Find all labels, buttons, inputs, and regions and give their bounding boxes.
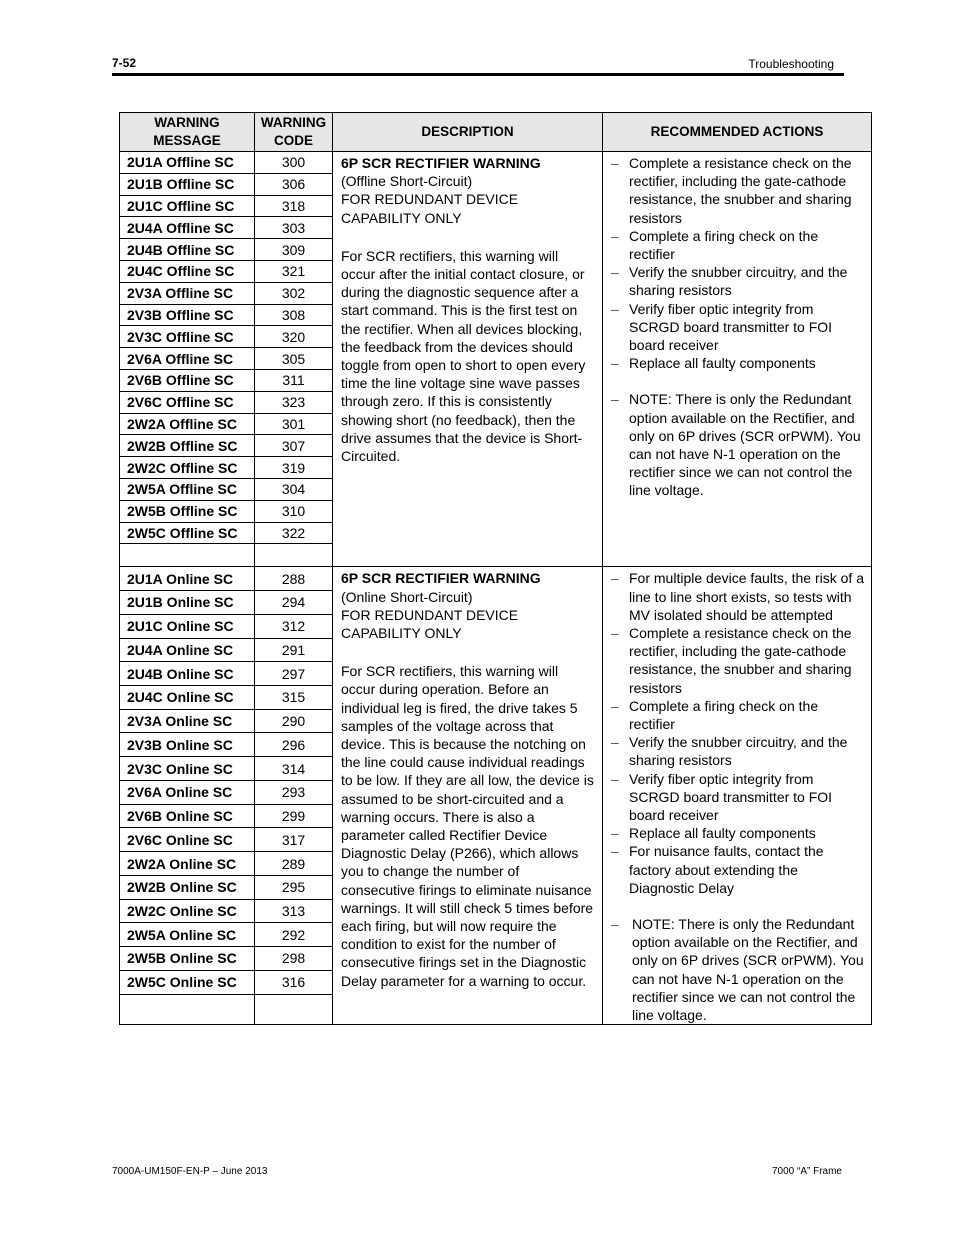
action-item <box>609 569 867 624</box>
warning-code-cell: 305 <box>255 348 333 370</box>
action-item <box>609 624 867 697</box>
recommended-actions-cell <box>603 567 872 1025</box>
warning-code-cell: 294 <box>255 591 333 615</box>
recommended-actions-cell <box>603 152 872 567</box>
description-cell <box>333 152 603 567</box>
warning-message-cell: 2W5C Offline SC <box>120 522 255 544</box>
warning-message-cell: 2V6B Offline SC <box>120 369 255 391</box>
dash-bullet-icon: – <box>611 770 619 787</box>
warning-code-cell: 317 <box>255 828 333 852</box>
action-text: Complete a resistance check on the rectifier, including the gate-cathode resistance, the snubber and sharing resistors <box>629 624 852 696</box>
warning-message-cell: 2W2A Online SC <box>120 852 255 876</box>
action-text: Verify fiber optic integrity from SCRGD board transmitter to FOI board receiver <box>629 770 833 823</box>
page-number: 7-52 <box>112 56 137 70</box>
warning-message-cell: 2U4B Online SC <box>120 662 255 686</box>
action-text: Verify the snubber circuitry, and the sharing resistors <box>629 734 848 769</box>
description-body: For SCR rectifiers, this warning will occur during operation. Before an individual leg is fired, the drive takes 5 samples of the voltage across that device. This is because the notching on the line could cause individual readings to be low. If they are all low, the device is assumed to be short-circuited and a warning occurs. There is also a parameter called Rectifier Device Diagnostic Delay (P266), which allows you to change the number of consecutive firings to eliminate nuisance warnings. It will still check 5 times before each firing, but will now require the condition to exist for the number of consecutive firings set in the Diagnostic Delay parameter for a warning to occur. <box>341 663 594 989</box>
warning-message-cell: 2U4A Online SC <box>120 638 255 662</box>
warning-code-cell: 306 <box>255 173 333 195</box>
description-spacer <box>341 642 596 662</box>
dash-bullet-icon: – <box>611 697 619 714</box>
warning-message-cell: 2U4B Offline SC <box>120 239 255 261</box>
action-text: Complete a firing check on the rectifier <box>629 697 819 732</box>
warning-message-cell: 2V3A Offline SC <box>120 282 255 304</box>
warning-message-cell: 2W5A Online SC <box>120 923 255 947</box>
note-text: NOTE: There is only the Redundant option available on the Rectifier, and only on 6P drives (SCR orPWM). You can not have N-1 operation on the rectifier since we can not control the line voltage. <box>632 916 864 1024</box>
description-spacer <box>341 227 596 247</box>
warning-code-cell: 311 <box>255 369 333 391</box>
warning-message-cell: 2V6B Online SC <box>120 804 255 828</box>
actions-list <box>609 569 867 1024</box>
warning-code-cell: 313 <box>255 899 333 923</box>
warning-message-cell: 2W2A Offline SC <box>120 413 255 435</box>
warning-code-cell: 304 <box>255 478 333 500</box>
actions-list <box>609 154 867 500</box>
action-text: Replace all faulty components <box>629 355 816 372</box>
warning-message-cell: 2U4A Offline SC <box>120 217 255 239</box>
dash-bullet-icon: – <box>611 391 619 408</box>
warning-code-cell: 323 <box>255 391 333 413</box>
warning-message-cell: 2U1C Online SC <box>120 614 255 638</box>
action-text: Verify fiber optic integrity from SCRGD board transmitter to FOI board receiver <box>629 300 833 354</box>
warning-message-cell: 2W5B Online SC <box>120 947 255 971</box>
warning-message-cell: 2W2B Online SC <box>120 875 255 899</box>
warning-message-cell: 2U4C Offline SC <box>120 260 255 282</box>
warning-message-cell: 2V3A Online SC <box>120 709 255 733</box>
warning-message-cell: 2W2C Offline SC <box>120 457 255 479</box>
action-text: Complete a resistance check on the rectifier, including the gate-cathode resistance, the snubber and sharing resistors <box>629 155 852 226</box>
action-item <box>609 300 867 355</box>
dash-bullet-icon: – <box>611 916 619 932</box>
warning-code-cell: 321 <box>255 260 333 282</box>
table-row <box>120 567 872 591</box>
dash-bullet-icon: – <box>611 300 619 317</box>
warning-message-cell: 2W2B Offline SC <box>120 435 255 457</box>
warning-message-cell: 2W5B Offline SC <box>120 500 255 522</box>
empty-message-cell <box>120 994 255 1025</box>
warning-message-cell: 2V6A Offline SC <box>120 348 255 370</box>
description-subtitle: (Online Short-Circuit) <box>341 588 473 605</box>
warning-code-cell: 292 <box>255 923 333 947</box>
table-row <box>120 152 872 174</box>
warning-code-cell: 322 <box>255 522 333 544</box>
warning-message-cell: 2U4C Online SC <box>120 686 255 710</box>
warning-message-cell: 2W2C Online SC <box>120 899 255 923</box>
warning-code-cell: 320 <box>255 326 333 348</box>
dash-bullet-icon: – <box>611 264 619 281</box>
action-item <box>609 733 867 769</box>
dash-bullet-icon: – <box>611 155 619 171</box>
empty-code-cell <box>255 544 333 567</box>
header-rule <box>112 73 844 76</box>
warning-message-cell: 2V3B Online SC <box>120 733 255 757</box>
warning-code-cell: 318 <box>255 195 333 217</box>
warning-code-cell: 290 <box>255 709 333 733</box>
warning-code-cell: 297 <box>255 662 333 686</box>
warning-code-cell: 315 <box>255 686 333 710</box>
action-item <box>609 824 867 842</box>
warning-message-cell: 2V6C Offline SC <box>120 391 255 413</box>
col-header-description: DESCRIPTION <box>333 113 603 152</box>
warning-table <box>119 112 872 1025</box>
warning-code-cell: 308 <box>255 304 333 326</box>
page-header <box>112 56 842 72</box>
col-header-warning-message: WARNING MESSAGE <box>120 113 255 152</box>
dash-bullet-icon: – <box>611 355 619 372</box>
warning-message-cell: 2V3C Online SC <box>120 757 255 781</box>
col-header-recommended-actions: RECOMMENDED ACTIONS <box>603 113 872 152</box>
warning-code-cell: 299 <box>255 804 333 828</box>
description-capability: FOR REDUNDANT DEVICE CAPABILITY ONLY <box>341 606 519 641</box>
warning-code-cell: 312 <box>255 614 333 638</box>
dash-bullet-icon: – <box>611 825 619 842</box>
warning-message-cell: 2U1B Online SC <box>120 591 255 615</box>
dash-bullet-icon: – <box>611 843 619 860</box>
warning-code-cell: 289 <box>255 852 333 876</box>
description-body: For SCR rectifiers, this warning will occur after the initial contact closure, or during the diagnostic sequence after a start command. This is the first test on the rectifier. When all devices blocking, the feedback from the devices should toggle from open to short to open every time the line voltage sine wave passes through zero. If this is consistently showing short (no feedback), then the drive assumes that the device is Short-Circuited. <box>341 247 586 465</box>
warning-message-cell: 2U1C Offline SC <box>120 195 255 217</box>
warning-message-cell: 2W5C Online SC <box>120 970 255 994</box>
empty-message-cell <box>120 544 255 567</box>
action-text: For multiple device faults, the risk of a line to line short exists, so tests with MV isolated should be attempted <box>629 570 864 623</box>
dash-bullet-icon: – <box>611 570 619 587</box>
action-item <box>609 354 867 372</box>
description-cell <box>333 567 603 1025</box>
warning-message-cell: 2U1A Offline SC <box>120 152 255 174</box>
action-item <box>609 227 867 263</box>
action-text: Complete a firing check on the rectifier <box>629 227 819 263</box>
warning-message-cell: 2V6A Online SC <box>120 780 255 804</box>
warning-message-cell: 2U1B Offline SC <box>120 173 255 195</box>
action-item <box>609 842 867 897</box>
col-header-warning-code: WARNING CODE <box>255 113 333 152</box>
warning-message-cell: 2V3B Offline SC <box>120 304 255 326</box>
action-note <box>609 915 867 1024</box>
action-text: For nuisance faults, contact the factory about extending the Diagnostic Delay <box>629 843 824 896</box>
warning-code-cell: 319 <box>255 457 333 479</box>
action-text: Replace all faulty components <box>629 825 816 842</box>
warning-message-cell: 2W5A Offline SC <box>120 478 255 500</box>
warning-code-cell: 302 <box>255 282 333 304</box>
action-item <box>609 263 867 299</box>
table-header-row <box>120 113 872 152</box>
dash-bullet-icon: – <box>611 624 619 641</box>
warning-message-cell: 2V6C Online SC <box>120 828 255 852</box>
warning-code-cell: 291 <box>255 638 333 662</box>
warning-code-cell: 303 <box>255 217 333 239</box>
action-note <box>609 390 867 499</box>
warning-code-cell: 314 <box>255 757 333 781</box>
warning-message-cell: 2V3C Offline SC <box>120 326 255 348</box>
warning-code-cell: 296 <box>255 733 333 757</box>
dash-bullet-icon: – <box>611 227 619 244</box>
action-item <box>609 154 867 227</box>
warning-code-cell: 307 <box>255 435 333 457</box>
footer-doc-id: 7000A-UM150F-EN-P – June 2013 <box>112 1166 268 1177</box>
action-item <box>609 770 867 825</box>
description-title: 6P SCR RECTIFIER WARNING <box>341 570 541 587</box>
warning-code-cell: 309 <box>255 239 333 261</box>
description-capability: FOR REDUNDANT DEVICE CAPABILITY ONLY <box>341 191 519 226</box>
warning-code-cell: 295 <box>255 875 333 899</box>
empty-code-cell <box>255 994 333 1025</box>
warning-code-cell: 300 <box>255 152 333 174</box>
description-subtitle: (Offline Short-Circuit) <box>341 173 473 190</box>
section-title: Troubleshooting <box>748 57 834 71</box>
warning-code-cell: 298 <box>255 947 333 971</box>
warning-code-cell: 288 <box>255 567 333 591</box>
footer-product: 7000 “A” Frame <box>771 1166 842 1177</box>
dash-bullet-icon: – <box>611 734 619 751</box>
warning-message-cell: 2U1A Online SC <box>120 567 255 591</box>
warning-code-cell: 293 <box>255 780 333 804</box>
description-title: 6P SCR RECTIFIER WARNING <box>341 155 541 171</box>
warning-code-cell: 301 <box>255 413 333 435</box>
note-text: NOTE: There is only the Redundant option available on the Rectifier, and only on 6P drives (SCR orPWM). You can not have N-1 operation on the rectifier since we can not control the line voltage. <box>629 391 861 499</box>
warning-code-cell: 310 <box>255 500 333 522</box>
action-text: Verify the snubber circuitry, and the sharing resistors <box>629 264 848 299</box>
warning-code-cell: 316 <box>255 970 333 994</box>
action-item <box>609 697 867 733</box>
